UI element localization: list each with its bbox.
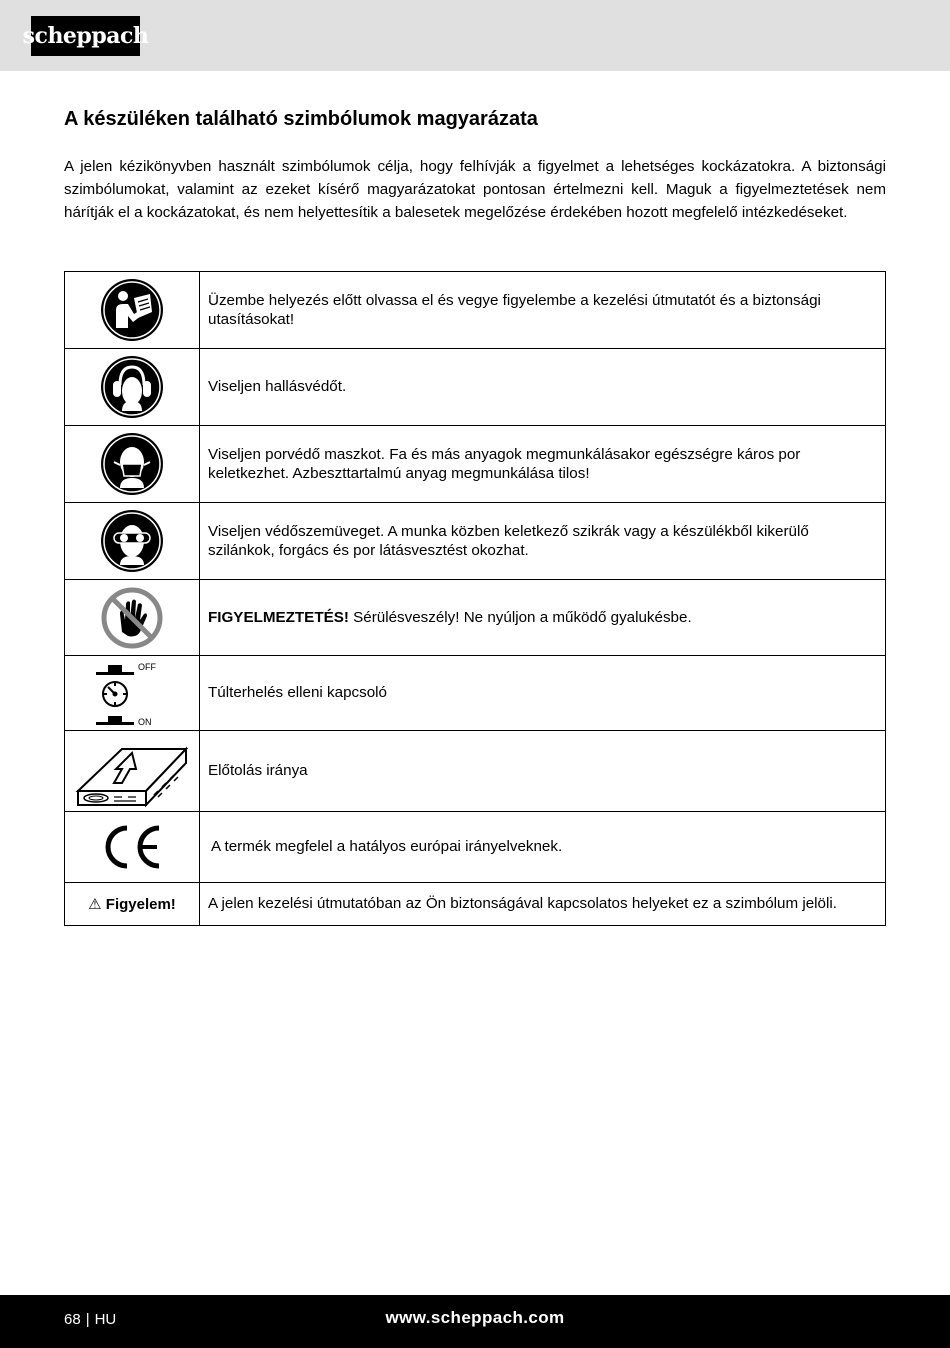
no-hands-icon bbox=[100, 586, 164, 650]
page-title: A készüléken található szimbólumok magyarázata bbox=[64, 108, 538, 130]
symbol-icon-cell bbox=[65, 580, 200, 656]
footer-band bbox=[0, 1295, 950, 1348]
symbol-description: A jelen kezelési útmutatóban az Ön biztonságával kapcsolatos helyeket ez a szimbólum jelöli. bbox=[200, 883, 886, 926]
symbol-icon-cell bbox=[65, 349, 200, 426]
language-code: HU bbox=[94, 1311, 117, 1328]
brand-logo: scheppach bbox=[31, 16, 140, 56]
symbol-icon-cell bbox=[65, 503, 200, 580]
symbol-description bbox=[200, 812, 886, 883]
symbol-icon-cell bbox=[65, 656, 200, 731]
symbol-row bbox=[65, 349, 886, 426]
symbol-row bbox=[65, 883, 886, 926]
off-label: OFF bbox=[138, 662, 156, 672]
feed-direction-icon bbox=[74, 735, 190, 807]
website-url: www.scheppach.com bbox=[385, 1308, 565, 1327]
symbol-description: Előtolás iránya bbox=[200, 731, 886, 812]
symbol-icon-cell bbox=[65, 812, 200, 883]
symbol-row bbox=[65, 503, 886, 580]
read-manual-icon bbox=[100, 278, 164, 342]
symbol-description: Viseljen porvédő maszkot. Fa és más anyagok megmunkálásakor egészségre káros por keletkezhet. Azbeszttartalmú anyag megmunkálása tilos! bbox=[200, 426, 886, 503]
warning-text: Sérülésveszély! Ne nyúljon a működő gyalukésbe. bbox=[348, 608, 692, 626]
symbol-description: Üzembe helyezés előtt olvassa el és vegye figyelembe a kezelési útmutatót és a biztonsági utasításokat! bbox=[200, 272, 886, 349]
symbols-table bbox=[64, 271, 886, 926]
symbol-row bbox=[65, 731, 886, 812]
overload-switch-icon bbox=[92, 658, 172, 728]
symbol-row bbox=[65, 426, 886, 503]
on-label: ON bbox=[138, 717, 152, 727]
page-number-value: 68 bbox=[64, 1311, 81, 1328]
symbol-row bbox=[65, 812, 886, 883]
safety-goggles-icon bbox=[100, 509, 164, 573]
ear-protection-icon bbox=[100, 355, 164, 419]
dust-mask-icon bbox=[100, 432, 164, 496]
symbol-icon-cell bbox=[65, 731, 200, 812]
symbol-description: Viseljen hallásvédőt. bbox=[200, 349, 886, 426]
warning-triangle-icon: ⚠ Figyelem! bbox=[88, 895, 176, 913]
symbol-description: Viseljen védőszemüveget. A munka közben keletkező szikrák vagy a készülékből kikerülő szilánkok, forgács és por látásvesztést okozhat. bbox=[200, 503, 886, 580]
header-band bbox=[0, 0, 950, 71]
symbol-row bbox=[65, 580, 886, 656]
symbol-description bbox=[200, 580, 886, 656]
ce-description: A termék megfelel a hatályos európai irányelveknek. bbox=[211, 838, 563, 856]
symbol-icon-cell bbox=[65, 426, 200, 503]
symbol-row bbox=[65, 272, 886, 349]
symbol-icon-cell bbox=[65, 883, 200, 926]
symbol-icon-cell bbox=[65, 272, 200, 349]
symbol-row bbox=[65, 656, 886, 731]
separator: | bbox=[85, 1311, 90, 1328]
intro-paragraph: A jelen kézikönyvben használt szimbólumok célja, hogy felhívják a figyelmet a lehetséges kockázatokra. A biztonsági szimbólumokat, valamint az ezeket kísérő magyarázatokat pontosan értelmezni kell. Maguk a figyelmeztetések nem hárítják el a kockázatokat, és nem helyettesítik a balesetek megelőzése érdekében hozott megfelelő intézkedéseket. bbox=[64, 158, 886, 221]
ce-mark-icon bbox=[97, 822, 167, 872]
warning-label: FIGYELMEZTETÉS! bbox=[208, 608, 349, 626]
symbol-description: Túlterhelés elleni kapcsoló bbox=[200, 656, 886, 731]
